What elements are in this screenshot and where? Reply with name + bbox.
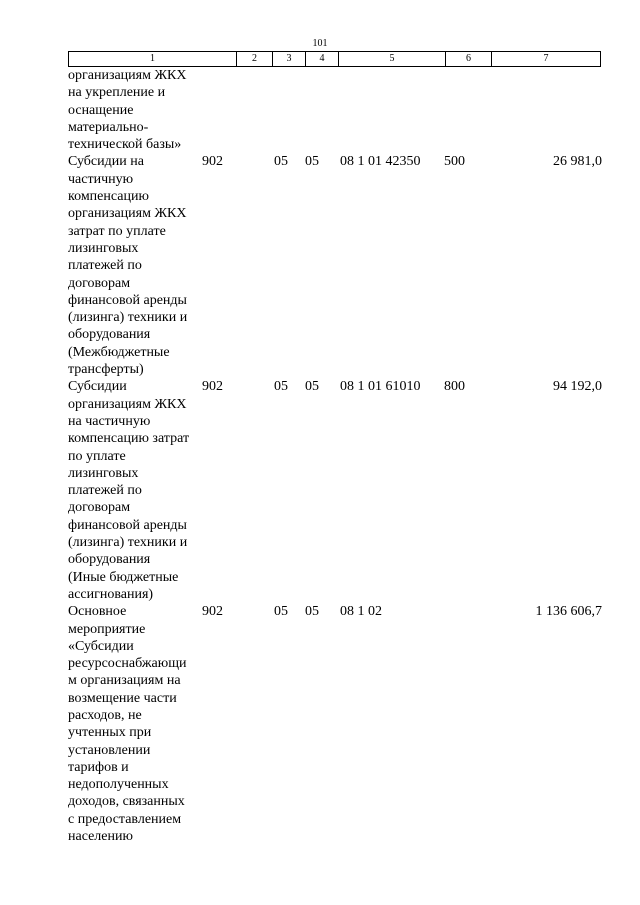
description-line: организациям ЖКХ [68, 206, 187, 222]
row-description [68, 603, 203, 845]
description-line: (лизинга) техники и [68, 535, 188, 551]
description-line: (Межбюджетные [68, 344, 170, 360]
cell-amount: 26 981,0 [553, 154, 602, 170]
description-line: оснащение [68, 102, 134, 118]
description-line: лизинговых [68, 240, 139, 256]
cell-expense-type: 800 [444, 379, 465, 395]
description-line: на укрепление и [68, 85, 166, 101]
description-line: Основное [68, 604, 127, 620]
description-line: (лизинга) техники и [68, 310, 188, 326]
header-col-1: 1 [150, 53, 155, 64]
cell-target-article: 08 1 01 61010 [340, 379, 421, 395]
description-line: лизинговых [68, 465, 139, 481]
description-line: учтенных при [68, 725, 152, 741]
description-line: затрат по уплате [68, 223, 166, 239]
table-row [68, 67, 601, 153]
cell-target-article: 08 1 01 42350 [340, 154, 421, 170]
description-line: доходов, связанных [68, 794, 185, 810]
cell-ministry-code: 902 [202, 604, 223, 620]
description-line: платежей по [68, 483, 142, 499]
description-line: трансферты) [68, 362, 144, 378]
cell-expense-type: 500 [444, 154, 465, 170]
description-line: оборудования [68, 552, 151, 568]
description-line: ассигнования) [68, 586, 154, 602]
description-line: м организациям на [68, 673, 181, 689]
description-line: расходов, не [68, 707, 142, 723]
cell-section: 05 [274, 604, 288, 620]
description-line: (Иные бюджетные [68, 569, 179, 585]
row-description [68, 153, 203, 378]
description-line: Субсидии на [68, 154, 144, 170]
header-col-2: 2 [236, 52, 272, 66]
budget-table [68, 67, 601, 845]
description-line: финансовой аренды [68, 517, 187, 533]
cell-ministry-code: 902 [202, 379, 223, 395]
description-line: платежей по [68, 258, 142, 274]
description-line: компенсацию [68, 189, 149, 205]
header-col-4: 4 [305, 52, 338, 66]
description-line: договорам [68, 275, 131, 291]
cell-section: 05 [274, 379, 288, 395]
description-line: тарифов и [68, 759, 129, 775]
description-line: мероприятие [68, 621, 146, 637]
description-line: технической базы» [68, 137, 182, 153]
cell-subsection: 05 [305, 604, 319, 620]
cell-amount: 94 192,0 [553, 379, 602, 395]
description-line: Субсидии [68, 379, 127, 395]
table-row [68, 378, 601, 603]
cell-subsection: 05 [305, 154, 319, 170]
row-description [68, 67, 203, 153]
header-col-3: 3 [272, 52, 305, 66]
table-header-row [68, 51, 601, 67]
description-line: ресурсоснабжающи [68, 656, 187, 672]
description-line: по уплате [68, 448, 126, 464]
description-line: с предоставлением [68, 811, 182, 827]
description-line: финансовой аренды [68, 292, 187, 308]
description-line: на частичную [68, 413, 151, 429]
table-row [68, 603, 601, 845]
description-line: установлении [68, 742, 151, 758]
description-line: компенсацию затрат [68, 431, 190, 447]
header-col-6: 6 [445, 52, 491, 66]
cell-section: 05 [274, 154, 288, 170]
cell-target-article: 08 1 02 [340, 604, 382, 620]
description-line: договорам [68, 500, 131, 516]
description-line: «Субсидии [68, 638, 134, 654]
page-number: 101 [312, 38, 328, 49]
cell-subsection: 05 [305, 379, 319, 395]
description-line: населению [68, 829, 133, 845]
description-line: частичную [68, 171, 134, 187]
description-line: оборудования [68, 327, 151, 343]
header-col-7: 7 [491, 52, 600, 66]
description-line: возмещение части [68, 690, 177, 706]
cell-ministry-code: 902 [202, 154, 223, 170]
description-line: организациям ЖКХ [68, 68, 187, 83]
description-line: материально- [68, 119, 149, 135]
description-line: недополученных [68, 777, 169, 793]
table-row [68, 153, 601, 378]
row-description [68, 378, 203, 603]
cell-amount: 1 136 606,7 [535, 604, 602, 620]
description-line: организациям ЖКХ [68, 396, 187, 412]
header-col-5: 5 [338, 52, 445, 66]
